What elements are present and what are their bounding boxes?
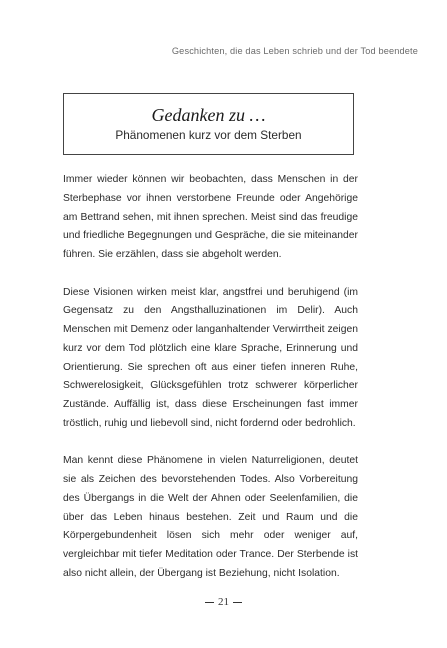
title-box: [63, 93, 354, 155]
page-number-value: 21: [218, 596, 229, 608]
page-number-dash-right: [233, 602, 242, 603]
paragraph-2: Diese Visionen wirken meist klar, angstfrei und beruhigend (im Gegensatz zu den Angsthalluzinationen im Delir). Auch Menschen mit Demenz oder langanhaltender Verwirrtheit zeigen kurz vor dem Tod plötzlich eine klare Sprache, Erinnerung und Orientierung. Sie sprechen oft aus einer tiefen inneren Ruhe, Schwerelosigkeit, Glücksgefühlen trotz schwerer körperlicher Zustände. Auffällig ist, dass diese Erscheinungen fast immer tröstlich, ruhig und liebevoll sind, nicht fordernd oder bedrohlich.: [63, 286, 358, 429]
section-title: Gedanken zu …: [151, 105, 266, 125]
paragraph-3: Man kennt diese Phänomene in vielen Naturreligionen, deutet sie als Zeichen des bevorstehenden Todes. Also Vorbereitung des Übergangs in die Welt der Ahnen oder Seelenfamilien, die über das Leben hinaus bestehen. Zeit und Raum und die Körpergebundenheit lösen sich mehr oder weniger auf, vergleichbar mit tiefer Meditation oder Trance. Der Sterbende ist also nicht allein, der Übergang ist Beziehung, nicht Isolation.: [63, 455, 358, 579]
paragraph-1: Immer wieder können wir beobachten, dass Menschen in der Sterbephase vor ihnen verstorbene Freunde oder Angehörige am Bettrand sehen, mit ihnen sprechen. Meist sind das freudige und friedliche Begegnungen und Gespräche, die sie miteinander führen. Sie erzählen, dass sie abgeholt werden.: [63, 174, 358, 260]
running-head: Geschichten, die das Leben schrieb und der Tod beendete: [171, 46, 418, 56]
page-number: [0, 596, 447, 608]
page-number-dash-left: [205, 602, 214, 603]
section-subtitle: Phänomenen kurz vor dem Sterben: [115, 128, 302, 142]
body-text: [63, 171, 358, 602]
